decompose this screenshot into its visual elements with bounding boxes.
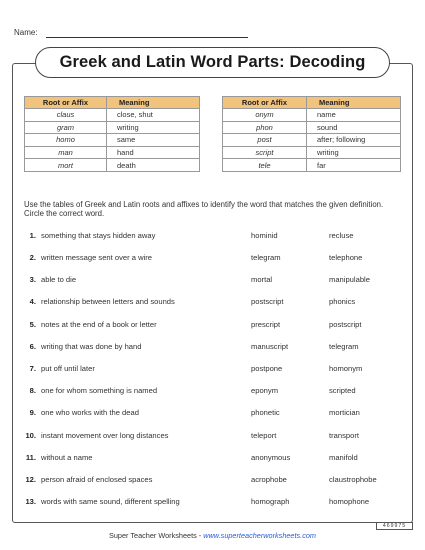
answer-option-2[interactable]: telegram	[329, 342, 359, 351]
answer-option-2[interactable]: recluse	[329, 231, 354, 240]
answer-option-1[interactable]: acrophobe	[251, 475, 287, 484]
answer-option-1[interactable]: mortal	[251, 275, 273, 284]
meaning-cell: same	[107, 134, 200, 147]
meaning-cell: name	[307, 109, 401, 122]
question-row	[24, 253, 404, 265]
meaning-cell: sound	[307, 121, 401, 134]
answer-option-1[interactable]: postscript	[251, 297, 284, 306]
question-definition: something that stays hidden away	[41, 231, 156, 240]
table-row	[223, 159, 401, 172]
answer-option-1[interactable]: homograph	[251, 497, 290, 506]
meaning-cell: writing	[307, 146, 401, 159]
question-number: 9.	[29, 408, 36, 417]
answer-option-1[interactable]: manuscript	[251, 342, 289, 351]
meaning-cell: far	[307, 159, 401, 172]
worksheet-title: Greek and Latin Word Parts: Decoding	[35, 47, 390, 78]
question-number: 10.	[25, 431, 36, 440]
question-number: 12.	[25, 475, 36, 484]
meaning-cell: close, shut	[107, 109, 200, 122]
question-definition: one for whom something is named	[41, 386, 158, 395]
answer-option-2[interactable]: homonym	[329, 364, 363, 373]
table-row	[25, 134, 200, 147]
root-cell: man	[25, 146, 107, 159]
root-cell: homo	[25, 134, 107, 147]
question-definition: without a name	[41, 453, 93, 462]
answer-option-1[interactable]: hominid	[251, 231, 278, 240]
root-cell: gram	[25, 121, 107, 134]
question-row	[24, 408, 404, 420]
footer	[0, 531, 425, 540]
column-header-meaning: Meaning	[107, 97, 200, 109]
root-cell: claus	[25, 109, 107, 122]
table-row	[223, 109, 401, 122]
meaning-cell: death	[107, 159, 200, 172]
question-definition: able to die	[41, 275, 77, 284]
question-definition: notes at the end of a book or letter	[41, 320, 157, 329]
answer-option-2[interactable]: mortician	[329, 408, 360, 417]
answer-option-1[interactable]: anonymous	[251, 453, 291, 462]
question-number: 3.	[29, 275, 36, 284]
root-cell: onym	[223, 109, 307, 122]
question-number: 1.	[29, 231, 36, 240]
question-definition: person afraid of enclosed spaces	[41, 475, 153, 484]
question-definition: one who works with the dead	[41, 408, 139, 417]
root-cell: tele	[223, 159, 307, 172]
footer-brand: Super Teacher Worksheets -	[109, 531, 204, 540]
question-row	[24, 453, 404, 465]
table-row	[25, 121, 200, 134]
question-definition: instant movement over long distances	[41, 431, 169, 440]
meaning-cell: after; following	[307, 134, 401, 147]
roots-table-right	[222, 96, 401, 172]
question-number: 5.	[29, 320, 36, 329]
answer-option-1[interactable]: prescript	[251, 320, 281, 329]
question-definition: writing that was done by hand	[41, 342, 142, 351]
column-header-root: Root or Affix	[25, 97, 107, 109]
table-row	[25, 146, 200, 159]
root-cell: mort	[25, 159, 107, 172]
answer-option-2[interactable]: homophone	[329, 497, 370, 506]
question-number: 8.	[29, 386, 36, 395]
question-definition: written message sent over a wire	[41, 253, 152, 262]
question-definition: put off until later	[41, 364, 95, 373]
name-label: Name:	[14, 28, 38, 37]
answer-option-1[interactable]: postpone	[251, 364, 283, 373]
question-row	[24, 231, 404, 243]
question-number: 6.	[29, 342, 36, 351]
question-number: 11.	[25, 453, 36, 462]
root-cell: script	[223, 146, 307, 159]
question-definition: relationship between letters and sounds	[41, 297, 175, 306]
roots-table-left	[24, 96, 200, 172]
table-row	[223, 146, 401, 159]
question-row	[24, 386, 404, 398]
question-number: 7.	[29, 364, 36, 373]
answer-option-2[interactable]: transport	[329, 431, 359, 440]
footer-url-link[interactable]: www.superteacherworksheets.com	[203, 531, 316, 540]
table-row	[25, 109, 200, 122]
instructions-text: Use the tables of Greek and Latin roots and affixes to identify the word that matches the given definition. Circle the correct word.	[24, 200, 384, 219]
worksheet-code: 469975	[376, 522, 413, 530]
answer-option-2[interactable]: manifold	[329, 453, 358, 462]
answer-option-2[interactable]: scripted	[329, 386, 356, 395]
answer-option-2[interactable]: manipulable	[329, 275, 370, 284]
table-row	[223, 121, 401, 134]
question-row	[24, 364, 404, 376]
root-cell: post	[223, 134, 307, 147]
answer-option-1[interactable]: eponym	[251, 386, 279, 395]
question-row	[24, 342, 404, 354]
answer-option-2[interactable]: phonics	[329, 297, 356, 306]
column-header-root: Root or Affix	[223, 97, 307, 109]
question-row	[24, 475, 404, 487]
question-number: 4.	[29, 297, 36, 306]
table-row	[25, 159, 200, 172]
answer-option-2[interactable]: claustrophobe	[329, 475, 377, 484]
name-input-line[interactable]	[46, 37, 248, 38]
question-row	[24, 297, 404, 309]
root-cell: phon	[223, 121, 307, 134]
question-number: 2.	[29, 253, 36, 262]
question-definition: words with same sound, different spelling	[41, 497, 180, 506]
answer-option-1[interactable]: phonetic	[251, 408, 280, 417]
question-row	[24, 497, 404, 509]
answer-option-2[interactable]: telephone	[329, 253, 363, 262]
column-header-meaning: Meaning	[307, 97, 401, 109]
question-row	[24, 275, 404, 287]
question-row	[24, 431, 404, 443]
question-number: 13.	[25, 497, 36, 506]
meaning-cell: writing	[107, 121, 200, 134]
question-row	[24, 320, 404, 332]
answer-option-1[interactable]: teleport	[251, 431, 277, 440]
meaning-cell: hand	[107, 146, 200, 159]
answer-option-1[interactable]: telegram	[251, 253, 281, 262]
answer-option-2[interactable]: postscript	[329, 320, 362, 329]
table-row	[223, 134, 401, 147]
